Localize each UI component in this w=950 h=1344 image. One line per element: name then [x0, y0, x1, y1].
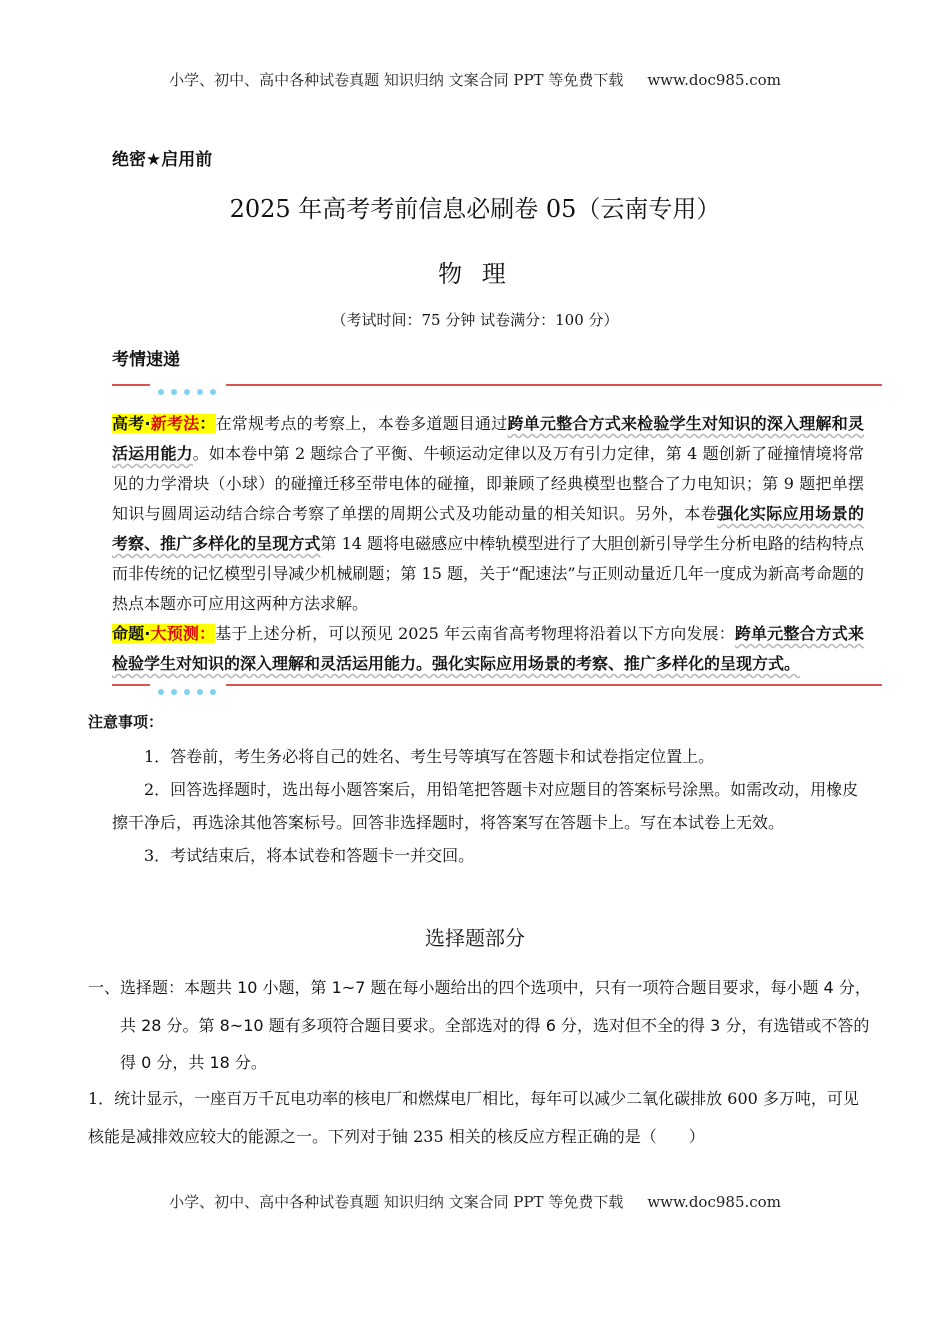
tag-new-method: 新考法: [150, 414, 200, 433]
header-url[interactable]: www.doc985.com: [647, 71, 781, 89]
analysis-text: 。如本卷中第 2 题综合了平衡、牛顿运动定律以及万有引力定律，第 4 题创新了碰撞情境将常见的力学滑块（小球）的碰撞迁移至带电体的碰撞，即兼顾了经典模型也整合了力电知识；第 9 题把单摆知识与圆周运动结合综合考察了单摆的周期公式及功能动量的相关知识。另外，本卷: [112, 444, 864, 523]
part-one-instructions: 一、选择题：本题共 10 小题，第 1~7 题在每小题给出的四个选项中，只有一项符合题目要求，每小题 4 分，共 28 分。第 8~10 题有多项符合题目要求。全部选对的得 6 分，选对但不全的得 3 分，有选错或不答的得 0 分，共 18 分。: [88, 978, 871, 1072]
tag-gaokao: 高考: [112, 414, 145, 433]
prediction-bold: 跨单元整合方式来检验学生对知识的深入理解和灵活运用能力。强化实际应用场景的考察、推广多样化的呈现方式。: [112, 624, 864, 673]
notes-heading: 注意事项：: [88, 713, 164, 731]
divider-bottom: [112, 679, 882, 691]
analysis-bold: 跨单元整合方式来检验学生对知识的深入理解和灵活运用能力: [112, 414, 864, 463]
subject-title: 物 理: [438, 260, 512, 288]
analysis-text: 在常规考点的考察上，本卷多道题目通过: [215, 414, 508, 433]
header-text: 小学、初中、高中各种试卷真题 知识归纳 文案合同 PPT 等免费下载: [169, 71, 624, 89]
page-header: [0, 69, 950, 90]
tag-prediction: 大预测：: [150, 624, 216, 643]
exam-title: 2025 年高考考前信息必刷卷 05（云南专用）: [229, 195, 721, 223]
note-item: 1．答卷前，考生务必将自己的姓名、考生号等填写在答题卡和试卷指定位置上。: [144, 747, 715, 766]
analysis-text: 第 14 题将电磁感应中棒轨模型进行了大胆创新引导学生分析电路的结构特点而非传统的记忆模型引导减少机械刷题；第 15 题，关于“配速法”与正则动量近几年一度成为新高考命题的热点本题亦可应用这两种方法求解。: [112, 534, 864, 613]
question-1: 1．统计显示，一座百万千瓦电功率的核电厂和燃煤电厂相比，每年可以减少二氧化碳排放 600 多万吨，可见核能是减排效应较大的能源之一。下列对于铀 235 相关的核反应方程正确的是（ ）: [88, 1089, 859, 1146]
note-item: 3．考试结束后，将本试卷和答题卡一并交回。: [144, 846, 475, 865]
exam-analysis: 高考·新考法：在常规考点的考察上，本卷多道题目通过跨单元整合方式来检验学生对知识的深入理解和灵活运用能力。如本卷中第 2 题综合了平衡、牛顿运动定律以及万有引力定律，第 4 题创新了碰撞情境将常见的力学滑块（小球）的碰撞迁移至带电体的碰撞，即兼顾了经典模型也整合了力电知识；第 9 题把单摆知识与圆周运动结合综合考察了单摆的周期公式及功能动量的相关知识。另外，本卷强化实际应用场景的考察、推广多样化的呈现方式第 14 题将电磁感应中棒轨模型进行了大胆创新引导学生分析电路的结构特点而非传统的记忆模型引导减少机械刷题；第 15 题，关于“配速法”与正则动量近几年一度成为新高考命题的热点本题亦可应用这两种方法求解。 命题·大预测：基于上述分析，可以预见 2025 年云南省高考物理将沿着以下方向发展：跨单元整合方式来检验学生对知识的深入理解和灵活运用能力。强化实际应用场景的考察、推广多样化的呈现方式。: [112, 414, 864, 673]
analysis-bold: 强化实际应用场景的考察、推广多样化的呈现方式: [112, 504, 864, 553]
tag-mingti: 命题: [112, 624, 145, 643]
notes-list: [112, 740, 864, 872]
page-footer: [0, 1191, 950, 1212]
note-item: 2．回答选择题时，选出每小题答案后，用铅笔把答题卡对应题目的答案标号涂黑。如需改动，用橡皮擦干净后，再选涂其他答案标号。回答非选择题时，将答案写在答题卡上。写在本试卷上无效。: [112, 780, 859, 832]
prediction-text: 基于上述分析，可以预见 2025 年云南省高考物理将沿着以下方向发展：: [215, 624, 735, 643]
divider-top: [112, 379, 882, 391]
exam-time-info: （考试时间：75 分钟 试卷满分：100 分）: [331, 311, 619, 329]
footer-text: 小学、初中、高中各种试卷真题 知识归纳 文案合同 PPT 等免费下载: [169, 1193, 624, 1211]
confidential-label: 绝密★启用前: [112, 150, 213, 170]
footer-url[interactable]: www.doc985.com: [647, 1193, 781, 1211]
section-heading-kaoqing: 考情速递: [112, 350, 180, 370]
section-title: 选择题部分: [425, 926, 525, 950]
